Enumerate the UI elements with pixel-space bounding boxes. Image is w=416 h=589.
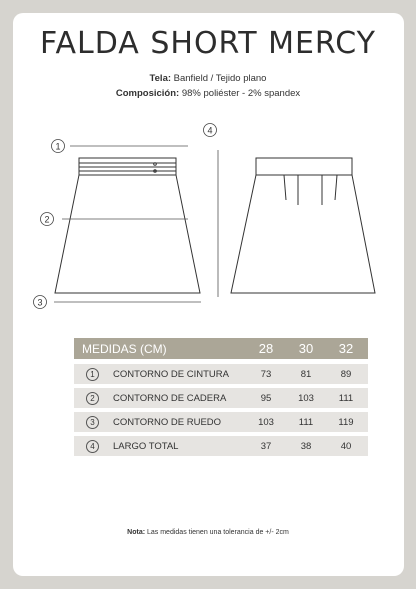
skirt-front-illustration xyxy=(55,158,200,293)
row-number-badge: 1 xyxy=(86,368,99,381)
table-cell: 111 xyxy=(338,392,354,404)
table-row xyxy=(74,388,368,408)
marker-3-label: 3 xyxy=(37,297,43,308)
composition-value: 98% poliéster - 2% spandex xyxy=(181,88,301,99)
diagram-marker-3 xyxy=(34,296,47,309)
table-cell: 38 xyxy=(300,440,312,452)
fabric-label: Tela: xyxy=(149,73,172,84)
row-label-cell xyxy=(74,392,246,405)
diagram-marker-1 xyxy=(52,140,65,153)
table-cell: 81 xyxy=(300,368,312,380)
table-cell: 37 xyxy=(260,440,272,452)
table-row xyxy=(74,436,368,456)
skirt-back-illustration xyxy=(231,158,375,293)
row-number-badge: 3 xyxy=(86,416,99,429)
page-title: FALDA SHORT MERCY xyxy=(39,26,377,61)
header-label-cell xyxy=(74,342,246,356)
table-cell: 73 xyxy=(260,368,272,380)
row-number-badge: 2 xyxy=(86,392,99,405)
row-label-cell xyxy=(74,416,246,429)
composition-label: Composición: xyxy=(115,88,180,99)
table-cell: 103 xyxy=(258,416,274,428)
table-cell: 89 xyxy=(340,368,352,380)
header-size-30: 30 xyxy=(298,341,314,356)
row-label: CONTORNO DE CINTURA xyxy=(113,368,229,380)
table-row xyxy=(74,364,368,384)
row-number-badge: 4 xyxy=(86,440,99,453)
row-label: LARGO TOTAL xyxy=(113,440,179,452)
table-row xyxy=(74,412,368,432)
diagram-marker-2 xyxy=(41,213,54,226)
table-cell: 119 xyxy=(338,416,354,428)
header-label: MEDIDAS (CM) xyxy=(82,341,167,356)
table-cell: 103 xyxy=(298,392,314,404)
header-size-28: 28 xyxy=(258,341,274,356)
row-label: CONTORNO DE RUEDO xyxy=(113,416,222,428)
note-label: Nota: xyxy=(127,529,146,536)
table-cell: 40 xyxy=(340,440,352,452)
row-label: CONTORNO DE CADERA xyxy=(113,392,227,404)
diagram-marker-4 xyxy=(204,124,217,137)
note-text: Las medidas tienen una tolerancia de +/- 2cm xyxy=(147,529,289,536)
tolerance-note xyxy=(0,529,416,536)
table-cell: 111 xyxy=(298,416,314,428)
fabric-value: Banfield / Tejido plano xyxy=(173,73,267,84)
marker-1-label: 1 xyxy=(55,141,61,152)
table-header xyxy=(74,338,368,359)
marker-2-label: 2 xyxy=(44,214,50,225)
header-size-32: 32 xyxy=(338,341,354,356)
row-label-cell xyxy=(74,440,246,453)
marker-4-label: 4 xyxy=(207,125,213,136)
row-label-cell xyxy=(74,368,246,381)
table-cell: 95 xyxy=(260,392,272,404)
measurements-table xyxy=(74,338,368,460)
